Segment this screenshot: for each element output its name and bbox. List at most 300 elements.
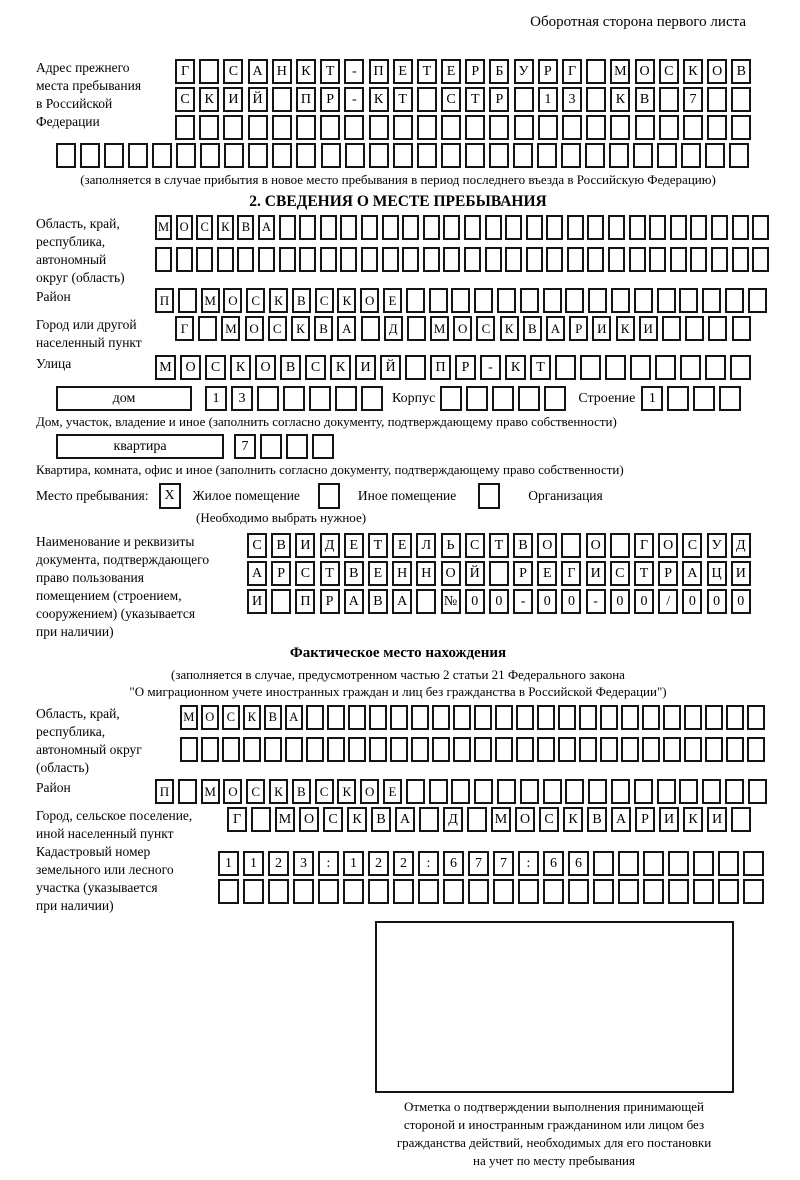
char-cell bbox=[588, 779, 607, 804]
char-cell: П bbox=[369, 59, 389, 84]
char-cell: 1 bbox=[641, 386, 663, 411]
char-cell: Д bbox=[731, 533, 751, 558]
char-cell bbox=[562, 115, 582, 140]
char-cell bbox=[318, 879, 339, 904]
char-cell bbox=[279, 247, 296, 272]
char-cell bbox=[453, 705, 471, 730]
char-cell bbox=[705, 355, 726, 380]
char-cell: 7 bbox=[683, 87, 703, 112]
char-cell: 3 bbox=[231, 386, 253, 411]
char-cell: 7 bbox=[468, 851, 489, 876]
char-cell: Р bbox=[271, 561, 291, 586]
char-cell: 3 bbox=[562, 87, 582, 112]
char-cell bbox=[296, 115, 316, 140]
char-cell bbox=[719, 386, 741, 411]
char-cell: 0 bbox=[489, 589, 509, 614]
char-cell bbox=[474, 737, 492, 762]
char-cell: В bbox=[237, 215, 254, 240]
char-cell bbox=[390, 737, 408, 762]
char-cell bbox=[199, 59, 219, 84]
char-cell: К bbox=[330, 355, 351, 380]
char-cell bbox=[546, 247, 563, 272]
char-cell: 1 bbox=[538, 87, 558, 112]
char-cell bbox=[655, 355, 676, 380]
char-cell bbox=[393, 115, 413, 140]
char-cell bbox=[468, 879, 489, 904]
char-cell bbox=[369, 115, 389, 140]
char-cell: : bbox=[518, 851, 539, 876]
char-cell bbox=[685, 316, 704, 341]
char-cell: Г bbox=[175, 59, 195, 84]
char-cell bbox=[178, 288, 197, 313]
char-cell: К bbox=[683, 807, 703, 832]
char-cell: Г bbox=[562, 59, 582, 84]
char-cell: 1 bbox=[205, 386, 227, 411]
char-cell: Ь bbox=[441, 533, 461, 558]
char-cell bbox=[726, 737, 744, 762]
char-cell bbox=[485, 247, 502, 272]
char-cell: К bbox=[369, 87, 389, 112]
char-cell bbox=[423, 215, 440, 240]
char-cell: С bbox=[222, 705, 240, 730]
char-cell: В bbox=[344, 561, 364, 586]
char-cell bbox=[279, 215, 296, 240]
char-cell: - bbox=[480, 355, 501, 380]
char-cell: М bbox=[610, 59, 630, 84]
char-cell bbox=[320, 247, 337, 272]
char-cell: В bbox=[280, 355, 301, 380]
char-cell bbox=[618, 851, 639, 876]
char-cell: В bbox=[731, 59, 751, 84]
stay-type-option-residential: Жилое помещение bbox=[192, 488, 300, 503]
char-cell bbox=[611, 288, 630, 313]
char-cell: В bbox=[371, 807, 391, 832]
actual-location-note-2: "О миграционном учете иностранных граждан и лиц без гражданства в Российской Федерации") bbox=[129, 684, 667, 699]
char-cell bbox=[642, 705, 660, 730]
char-cell: К bbox=[337, 779, 356, 804]
char-cell bbox=[708, 316, 727, 341]
char-cell bbox=[679, 779, 698, 804]
actual-region-row-1 bbox=[180, 705, 765, 730]
char-cell bbox=[474, 705, 492, 730]
char-cell bbox=[335, 386, 357, 411]
char-cell bbox=[586, 59, 606, 84]
char-cell bbox=[451, 779, 470, 804]
char-cell: О bbox=[658, 533, 678, 558]
char-cell: 6 bbox=[568, 851, 589, 876]
char-cell bbox=[526, 215, 543, 240]
actual-city-block bbox=[36, 807, 760, 843]
char-cell: Р bbox=[513, 561, 533, 586]
char-cell bbox=[369, 705, 387, 730]
char-cell: В bbox=[513, 533, 533, 558]
char-cell: О bbox=[245, 316, 264, 341]
char-cell bbox=[369, 737, 387, 762]
char-cell bbox=[663, 705, 681, 730]
apartment-box: квартира bbox=[56, 434, 224, 459]
apartment-caption: Квартира, комната, офис и иное (заполнить согласно документу, подтверждающему право собственности) bbox=[36, 462, 624, 477]
stay-type-checkbox-residential: X bbox=[159, 483, 181, 509]
char-cell bbox=[248, 115, 268, 140]
char-cell bbox=[668, 851, 689, 876]
prev-address-row-3 bbox=[175, 115, 751, 140]
char-cell bbox=[585, 143, 605, 168]
char-cell bbox=[465, 143, 485, 168]
char-cell: А bbox=[258, 215, 275, 240]
char-cell: В bbox=[292, 779, 311, 804]
char-cell bbox=[579, 737, 597, 762]
char-cell: И bbox=[707, 807, 727, 832]
char-cell bbox=[693, 879, 714, 904]
char-cell: В bbox=[523, 316, 542, 341]
char-cell bbox=[514, 115, 534, 140]
char-cell: Т bbox=[320, 561, 340, 586]
region-block bbox=[36, 215, 760, 287]
char-cell bbox=[440, 386, 462, 411]
char-cell bbox=[489, 143, 509, 168]
char-cell bbox=[268, 879, 289, 904]
cadastral-row-1 bbox=[218, 851, 764, 876]
char-cell bbox=[312, 434, 334, 459]
char-cell bbox=[702, 779, 721, 804]
char-cell bbox=[657, 779, 676, 804]
char-cell bbox=[222, 737, 240, 762]
char-cell bbox=[662, 316, 681, 341]
char-cell bbox=[176, 143, 196, 168]
char-cell: Р bbox=[635, 807, 655, 832]
char-cell bbox=[237, 247, 254, 272]
char-cell: И bbox=[659, 807, 679, 832]
char-cell bbox=[580, 355, 601, 380]
char-cell bbox=[568, 879, 589, 904]
char-cell: К bbox=[199, 87, 219, 112]
apartment-cells bbox=[234, 434, 334, 459]
char-cell bbox=[196, 247, 213, 272]
char-cell bbox=[489, 115, 509, 140]
char-cell bbox=[725, 779, 744, 804]
char-cell bbox=[257, 386, 279, 411]
char-cell bbox=[299, 215, 316, 240]
char-cell: О bbox=[255, 355, 276, 380]
char-cell bbox=[621, 705, 639, 730]
char-cell: С bbox=[305, 355, 326, 380]
char-cell: О bbox=[453, 316, 472, 341]
char-cell: С bbox=[247, 533, 267, 558]
char-cell bbox=[593, 879, 614, 904]
char-cell: / bbox=[658, 589, 678, 614]
char-cell: О bbox=[360, 779, 379, 804]
char-cell bbox=[296, 143, 316, 168]
char-cell bbox=[593, 851, 614, 876]
char-cell: 6 bbox=[543, 851, 564, 876]
char-cell bbox=[217, 247, 234, 272]
char-cell bbox=[393, 879, 414, 904]
char-cell bbox=[361, 386, 383, 411]
district-block bbox=[36, 288, 760, 313]
prev-address-label: Адрес прежнего места пребывания в Российской Федерации bbox=[36, 60, 142, 129]
char-cell bbox=[264, 737, 282, 762]
char-cell bbox=[518, 386, 540, 411]
char-cell: Т bbox=[393, 87, 413, 112]
char-cell bbox=[659, 87, 679, 112]
char-cell bbox=[608, 215, 625, 240]
char-cell bbox=[586, 87, 606, 112]
char-cell: 2 bbox=[368, 851, 389, 876]
char-cell: Р bbox=[569, 316, 588, 341]
char-cell bbox=[618, 879, 639, 904]
char-cell: Р bbox=[320, 87, 340, 112]
char-cell: Р bbox=[465, 59, 485, 84]
char-cell bbox=[752, 215, 769, 240]
char-cell: А bbox=[247, 561, 267, 586]
char-cell bbox=[526, 247, 543, 272]
stay-type-checkbox-other bbox=[318, 483, 340, 509]
char-cell: 0 bbox=[537, 589, 557, 614]
char-cell: В bbox=[368, 589, 388, 614]
char-cell bbox=[635, 115, 655, 140]
cadastral-row-2 bbox=[218, 879, 764, 904]
char-cell: М bbox=[155, 215, 172, 240]
char-cell bbox=[260, 434, 282, 459]
char-cell: В bbox=[587, 807, 607, 832]
cadastral-block bbox=[36, 843, 760, 915]
char-cell bbox=[497, 779, 516, 804]
char-cell bbox=[729, 143, 749, 168]
char-cell: М bbox=[491, 807, 511, 832]
char-cell: А bbox=[611, 807, 631, 832]
stay-type-hint: (Необходимо выбрать нужное) bbox=[196, 510, 367, 525]
house-caption: Дом, участок, владение и иное (заполнить согласно документу, подтверждающему право собственности) bbox=[36, 414, 617, 429]
char-cell bbox=[492, 386, 514, 411]
char-cell bbox=[693, 386, 715, 411]
char-cell bbox=[368, 879, 389, 904]
stay-type-option-other: Иное помещение bbox=[357, 488, 457, 503]
char-cell bbox=[565, 779, 584, 804]
char-cell bbox=[505, 247, 522, 272]
char-cell bbox=[600, 705, 618, 730]
actual-district-label: Район bbox=[36, 780, 71, 795]
char-cell bbox=[588, 288, 607, 313]
char-cell: 0 bbox=[610, 589, 630, 614]
char-cell bbox=[464, 215, 481, 240]
street-label: Улица bbox=[36, 356, 72, 371]
char-cell bbox=[747, 737, 765, 762]
char-cell bbox=[320, 115, 340, 140]
stroenie-label: Строение bbox=[578, 391, 636, 406]
actual-city-label: Город, сельское поселение, иной населенный пункт bbox=[36, 808, 193, 841]
char-cell: Н bbox=[272, 59, 292, 84]
char-cell bbox=[609, 143, 629, 168]
prev-address-caption: (заполняется в случае прибытия в новое место пребывания в период последнего въезда в Российскую Федерацию) bbox=[80, 172, 716, 187]
house-box: дом bbox=[56, 386, 192, 411]
stay-type-checkbox-organization bbox=[478, 483, 500, 509]
char-cell bbox=[128, 143, 148, 168]
char-cell: М bbox=[201, 779, 220, 804]
char-cell bbox=[155, 247, 172, 272]
char-cell: К bbox=[563, 807, 583, 832]
stay-type-row bbox=[36, 483, 760, 509]
region-row-1 bbox=[155, 215, 769, 240]
stamp-box bbox=[375, 921, 734, 1093]
char-cell: М bbox=[201, 288, 220, 313]
char-cell bbox=[465, 115, 485, 140]
char-cell: Р bbox=[455, 355, 476, 380]
char-cell bbox=[348, 705, 366, 730]
char-cell bbox=[309, 386, 331, 411]
char-cell bbox=[516, 737, 534, 762]
char-cell bbox=[405, 355, 426, 380]
char-cell bbox=[474, 779, 493, 804]
char-cell bbox=[283, 386, 305, 411]
char-cell bbox=[293, 879, 314, 904]
char-cell: А bbox=[344, 589, 364, 614]
char-cell bbox=[432, 737, 450, 762]
char-cell: К bbox=[291, 316, 310, 341]
char-cell: С bbox=[205, 355, 226, 380]
char-cell bbox=[495, 737, 513, 762]
char-cell: С bbox=[323, 807, 343, 832]
char-cell bbox=[271, 589, 291, 614]
char-cell bbox=[417, 143, 437, 168]
char-cell bbox=[218, 879, 239, 904]
char-cell bbox=[718, 879, 739, 904]
char-cell bbox=[429, 779, 448, 804]
char-cell bbox=[382, 247, 399, 272]
district-row bbox=[155, 288, 767, 313]
char-cell: Р bbox=[320, 589, 340, 614]
char-cell bbox=[629, 215, 646, 240]
char-cell bbox=[743, 851, 764, 876]
char-cell bbox=[321, 143, 341, 168]
char-cell: М bbox=[180, 705, 198, 730]
char-cell: - bbox=[344, 59, 364, 84]
char-cell bbox=[670, 247, 687, 272]
char-cell bbox=[201, 737, 219, 762]
char-cell bbox=[390, 705, 408, 730]
char-cell bbox=[258, 247, 275, 272]
char-cell bbox=[485, 215, 502, 240]
char-cell: О bbox=[223, 779, 242, 804]
char-cell bbox=[432, 705, 450, 730]
char-cell bbox=[361, 316, 380, 341]
street-row bbox=[155, 355, 751, 380]
char-cell: П bbox=[155, 288, 174, 313]
char-cell: Й bbox=[465, 561, 485, 586]
char-cell: С bbox=[610, 561, 630, 586]
char-cell bbox=[705, 143, 725, 168]
char-cell: И bbox=[355, 355, 376, 380]
char-cell bbox=[683, 115, 703, 140]
char-cell: С bbox=[246, 288, 265, 313]
char-cell bbox=[306, 737, 324, 762]
char-cell bbox=[538, 115, 558, 140]
char-cell bbox=[711, 215, 728, 240]
char-cell: : bbox=[418, 851, 439, 876]
char-cell: С bbox=[465, 533, 485, 558]
char-cell bbox=[555, 355, 576, 380]
char-cell: Т bbox=[368, 533, 388, 558]
char-cell bbox=[748, 288, 767, 313]
char-cell: Е bbox=[441, 59, 461, 84]
char-cell: Н bbox=[392, 561, 412, 586]
stamp-caption: Отметка о подтверждении выполнения принимающей стороной и иностранным гражданином или лицом без гражданства действий, необходимых для его постановки на учет по месту пребывания bbox=[396, 1099, 712, 1168]
char-cell bbox=[451, 288, 470, 313]
char-cell: - bbox=[344, 87, 364, 112]
char-cell bbox=[537, 705, 555, 730]
char-cell: К bbox=[337, 288, 356, 313]
char-cell: Р bbox=[658, 561, 678, 586]
char-cell: Т bbox=[320, 59, 340, 84]
char-cell: В bbox=[271, 533, 291, 558]
char-cell: С bbox=[315, 288, 334, 313]
char-cell: К bbox=[269, 779, 288, 804]
char-cell bbox=[621, 737, 639, 762]
char-cell: - bbox=[513, 589, 533, 614]
char-cell: И bbox=[586, 561, 606, 586]
char-cell bbox=[680, 355, 701, 380]
char-cell bbox=[579, 705, 597, 730]
prev-address-row-2 bbox=[175, 87, 751, 112]
char-cell: А bbox=[285, 705, 303, 730]
actual-district-block bbox=[36, 779, 760, 804]
char-cell: С bbox=[268, 316, 287, 341]
char-cell: Е bbox=[383, 779, 402, 804]
char-cell bbox=[586, 115, 606, 140]
char-cell bbox=[474, 288, 493, 313]
char-cell bbox=[505, 215, 522, 240]
char-cell bbox=[633, 143, 653, 168]
char-cell: С bbox=[659, 59, 679, 84]
char-cell bbox=[441, 115, 461, 140]
char-cell: - bbox=[586, 589, 606, 614]
char-cell bbox=[657, 143, 677, 168]
char-cell: 0 bbox=[634, 589, 654, 614]
char-cell: Л bbox=[416, 533, 436, 558]
char-cell: К bbox=[610, 87, 630, 112]
char-cell bbox=[544, 386, 566, 411]
char-cell bbox=[361, 215, 378, 240]
char-cell: У bbox=[707, 533, 727, 558]
char-cell bbox=[285, 737, 303, 762]
char-cell bbox=[493, 879, 514, 904]
char-cell bbox=[643, 879, 664, 904]
char-cell: К bbox=[347, 807, 367, 832]
char-cell bbox=[251, 807, 271, 832]
char-cell bbox=[558, 737, 576, 762]
char-cell bbox=[516, 705, 534, 730]
char-cell bbox=[419, 807, 439, 832]
char-cell bbox=[340, 247, 357, 272]
char-cell: 0 bbox=[731, 589, 751, 614]
char-cell bbox=[272, 87, 292, 112]
char-cell bbox=[690, 247, 707, 272]
char-cell bbox=[175, 115, 195, 140]
char-cell bbox=[587, 247, 604, 272]
char-cell bbox=[243, 737, 261, 762]
street-block bbox=[36, 355, 760, 380]
char-cell bbox=[417, 115, 437, 140]
char-cell: С bbox=[223, 59, 243, 84]
char-cell: Г bbox=[634, 533, 654, 558]
char-cell: : bbox=[318, 851, 339, 876]
document-row-3 bbox=[247, 589, 751, 614]
char-cell bbox=[543, 779, 562, 804]
char-cell: С bbox=[315, 779, 334, 804]
char-cell: М bbox=[275, 807, 295, 832]
char-cell: В bbox=[635, 87, 655, 112]
char-cell: Д bbox=[384, 316, 403, 341]
char-cell: П bbox=[295, 589, 315, 614]
